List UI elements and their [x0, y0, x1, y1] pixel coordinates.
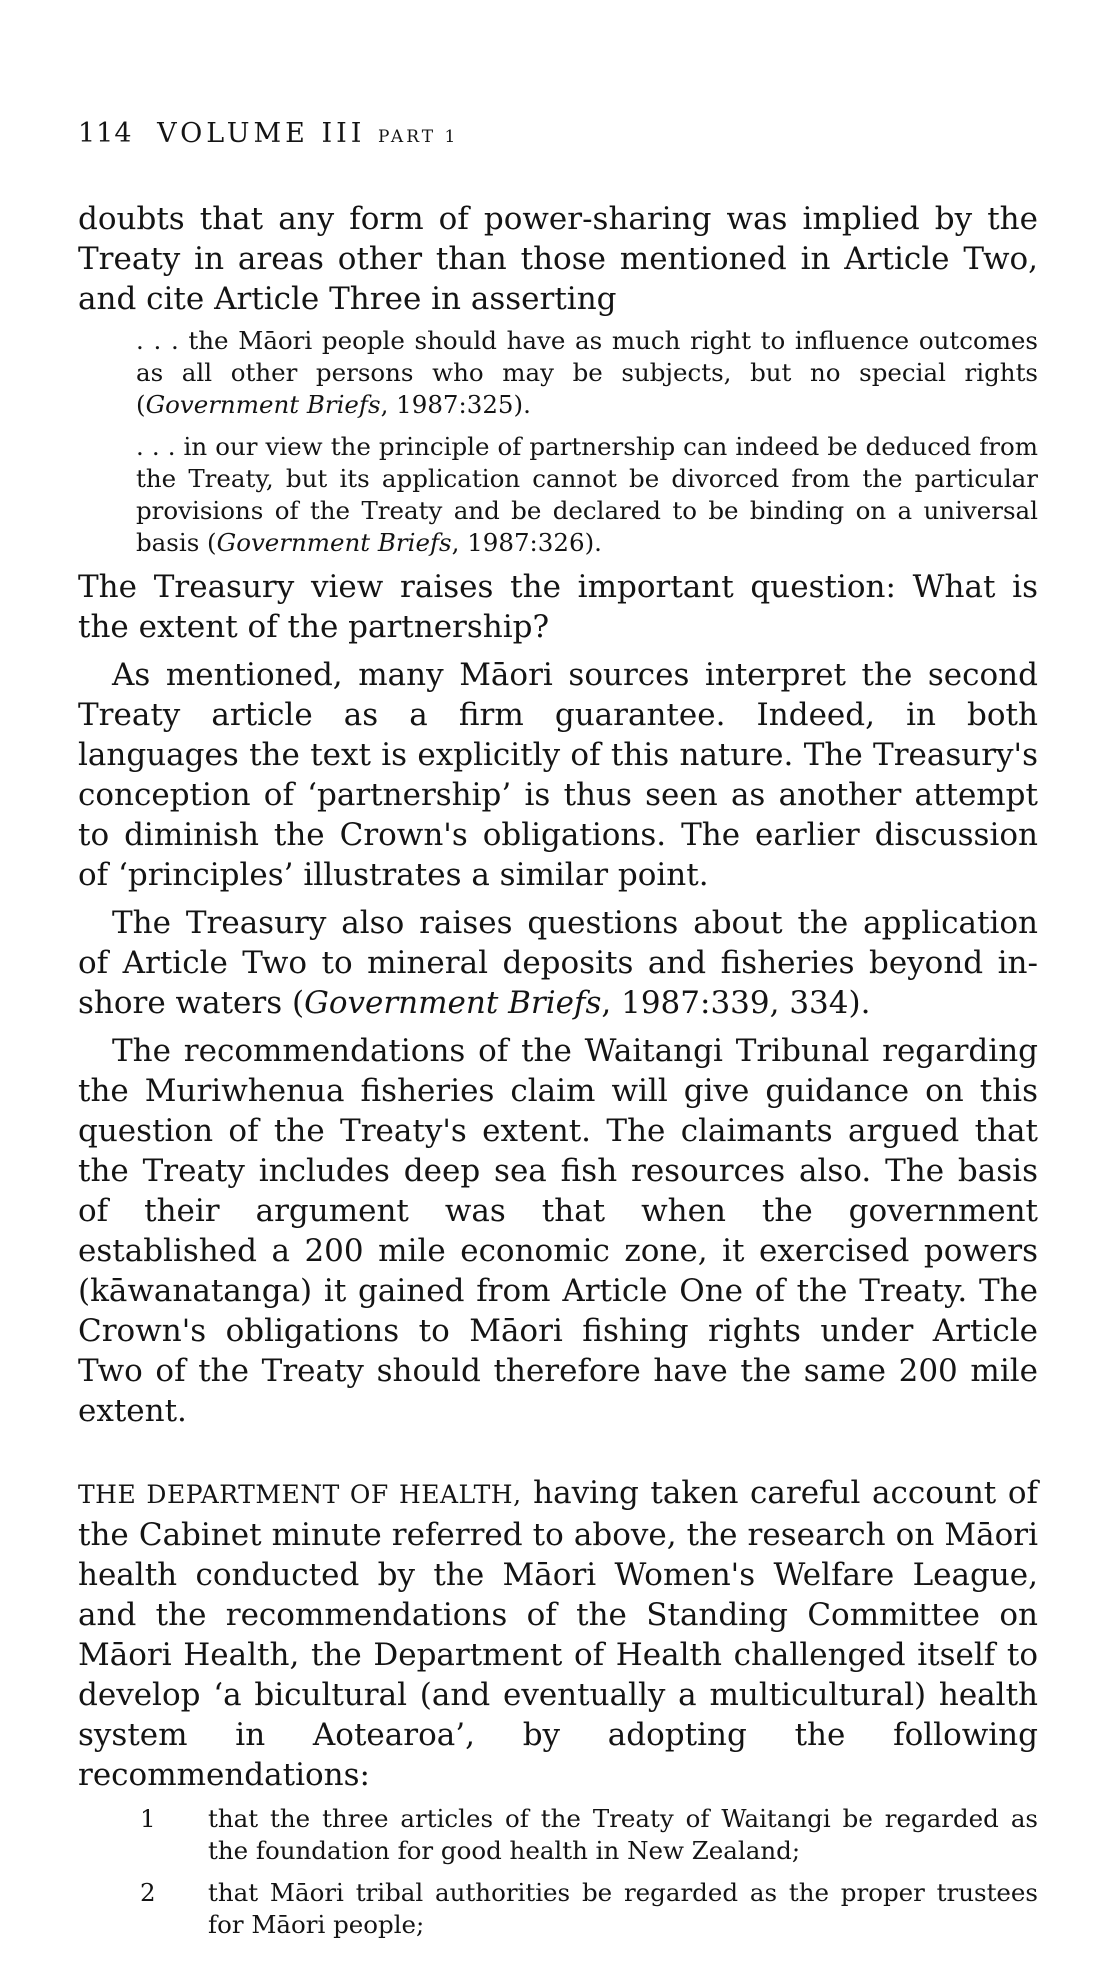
- running-head: [78, 118, 1038, 153]
- quote-text: . . . in our view the principle of partnership can indeed be deduced from the Treaty, but its application cannot be divorced from the particular provisions of the Treaty and be declared to be binding on a universal basis (: [136, 432, 1038, 557]
- paragraph-department-of-health: [78, 1473, 1038, 1795]
- volume-label: VOLUME III: [157, 118, 366, 149]
- paragraph-text: The recommendations of the Waitangi Tribunal regarding the Muriwhenua fisheries claim will give guidance on this question of the Treaty's extent. The claimants argued that the Treaty includes deep sea fish resources also. The basis of their argument was that when the government established a 200 mile economic zone, it exercised powers (kāwanatanga) it gained from Article One of the Treaty. The Crown's obligations to Māori fishing rights under Article Two of the Treaty should therefore have the same 200 mile extent.: [78, 1033, 1038, 1429]
- paragraph-text: The Treasury also raises questions about the application of Article Two to mineral deposits and fisheries beyond in-shore waters (: [78, 905, 1038, 1021]
- paragraph-maori-sources: [78, 655, 1038, 895]
- page-number: 114: [78, 118, 133, 149]
- recommendations-list: [78, 1803, 1038, 1941]
- list-item-text: that Māori tribal authorities be regarded as the proper trustees for Māori people;: [208, 1878, 1038, 1939]
- citation-title: Government Briefs: [145, 390, 381, 419]
- citation-title: Government Briefs: [304, 985, 602, 1021]
- block-quote-1: [136, 325, 1038, 421]
- list-item-number: 2: [140, 1878, 156, 1907]
- citation-ref: , 1987:339, 334).: [601, 985, 871, 1021]
- part-label: PART 1: [378, 127, 459, 147]
- paragraph-text: having taken careful account of the Cabinet minute referred to above, the research on Māori health conducted by the Māori Women's Welfare League, and the recommendations of the Standing Committee on Māori Health, the Department of Health challenged itself to develop ‘a bicultural (and eventually a multicultural) health system in Aotearoa’, by adopting the following recommendations:: [78, 1475, 1038, 1793]
- citation-title: Government Briefs: [216, 528, 452, 557]
- page: [78, 118, 1038, 1951]
- list-item-text: that the three articles of the Treaty of Waitangi be regarded as the foundation for good health in New Zealand;: [208, 1804, 1038, 1865]
- paragraph-text: The Treasury view raises the important question: What is the extent of the partnership?: [78, 569, 1038, 645]
- paragraph-treasury-view: [78, 567, 1038, 647]
- list-item-number: 1: [140, 1804, 156, 1833]
- list-item: [78, 1877, 1038, 1941]
- paragraph-text: As mentioned, many Māori sources interpret the second Treaty article as a firm guarantee. Indeed, in both languages the text is explicitly of this nature. The Treasury's conception of ‘partnership’ is thus seen as another attempt to diminish the Crown's obligations. The earlier discussion of ‘principles’ illustrates a similar point.: [78, 657, 1038, 893]
- citation-ref: , 1987:326).: [451, 528, 602, 557]
- quote-text: . . . the Māori people should have as much right to influence outcomes as all other persons who may be subjects, but no special rights (: [136, 326, 1038, 419]
- paragraph-treasury-questions: [78, 903, 1038, 1023]
- paragraph-opening: [78, 199, 1038, 319]
- section-lead-in: THE DEPARTMENT OF HEALTH,: [78, 1480, 522, 1509]
- list-item: [78, 1803, 1038, 1867]
- paragraph-muriwhenua: [78, 1031, 1038, 1431]
- quotation-block: [78, 325, 1038, 559]
- block-quote-2: [136, 431, 1038, 559]
- citation-ref: , 1987:325).: [380, 390, 531, 419]
- paragraph-text: doubts that any form of power-sharing was implied by the Treaty in areas other than those mentioned in Article Two, and cite Article Three in asserting: [78, 201, 1038, 317]
